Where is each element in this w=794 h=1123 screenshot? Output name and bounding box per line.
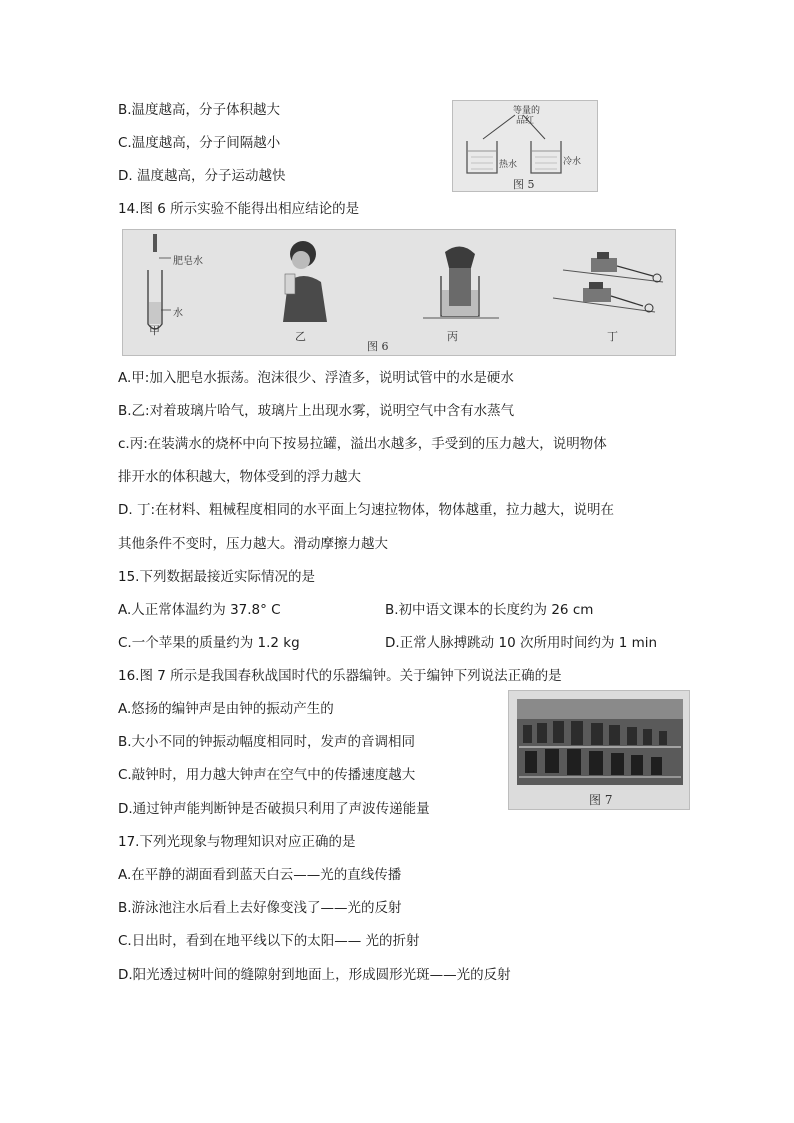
q16-option-a: A.悠扬的编钟声是由钟的振动产生的 xyxy=(118,701,334,717)
q16-option-b: B.大小不同的钟振动幅度相同时，发声的音调相同 xyxy=(118,734,416,750)
q14-option-d-line2: 其他条件不变时，压力越大。滑动摩擦力越大 xyxy=(118,536,388,552)
figure-5-label-2: 品红 xyxy=(516,116,535,126)
figure-6-soap-label: 肥皂水 xyxy=(173,256,203,267)
figure-6-panel-bing: 丙 xyxy=(447,330,458,343)
q16-stem: 16.图 7 所示是我国春秋战国时代的乐器编钟。关于编钟下列说法正确的是 xyxy=(118,668,562,684)
q17-option-a: A.在平静的湖面看到蓝天白云——光的直线传播 xyxy=(118,867,402,883)
q16-option-c: C.敲钟时，用力越大钟声在空气中的传播速度越大 xyxy=(118,767,416,783)
figure-6 xyxy=(122,229,676,356)
figure-5 xyxy=(452,100,598,192)
figure-5-hot-label: 热水 xyxy=(499,160,518,170)
figure-6-drawing xyxy=(123,230,676,356)
q15-option-d: D.正常人脉搏跳动 10 次所用时间约为 1 min xyxy=(385,635,658,651)
figure-6-water-label: 水 xyxy=(173,308,183,319)
q17-option-c: C.日出时，看到在地平线以下的太阳—— 光的折射 xyxy=(118,933,420,949)
figure-7-caption: 图 7 xyxy=(589,793,613,807)
figure-5-cold-label: 冷水 xyxy=(563,157,582,167)
q13-option-c: C.温度越高，分子间隔越小 xyxy=(118,135,281,151)
q17-option-d: D.阳光透过树叶间的缝隙射到地面上，形成圆形光斑——光的反射 xyxy=(118,967,511,983)
figure-6-panel-ding: 丁 xyxy=(607,330,618,343)
q14-option-d-line1: D. 丁:在材料、粗械程度相同的水平面上匀速拉物体，物体越重，拉力越大，说明在 xyxy=(118,502,615,518)
figure-5-label-1: 等量的 xyxy=(513,106,541,116)
q15-option-a: A.人正常体温约为 37.8° C xyxy=(118,602,281,618)
q14-option-c-line2: 排开水的体积越大，物体受到的浮力越大 xyxy=(118,469,361,485)
figure-7 xyxy=(508,690,690,810)
q14-stem: 14.图 6 所示实验不能得出相应结论的是 xyxy=(118,201,360,217)
q15-stem: 15.下列数据最接近实际情况的是 xyxy=(118,569,315,585)
q16-option-d: D.通过钟声能判断钟是否破损只利用了声波传递能量 xyxy=(118,801,430,817)
q13-option-b: B.温度越高，分子体积越大 xyxy=(118,102,281,118)
q15-option-c: C.一个苹果的质量约为 1.2 kg xyxy=(118,635,300,651)
q17-stem: 17.下列光现象与物理知识对应正确的是 xyxy=(118,834,356,850)
q17-option-b: B.游泳池注水后看上去好像变浅了——光的反射 xyxy=(118,900,402,916)
figure-6-caption: 图 6 xyxy=(367,340,389,353)
q14-option-a: A.甲:加入肥皂水振荡。泡沫很少、浮渣多，说明试管中的水是硬水 xyxy=(118,370,514,386)
figure-6-panel-yi: 乙 xyxy=(295,330,306,343)
q14-option-c-line1: c.丙:在装满水的烧杯中向下按易拉罐，溢出水越多，手受到的压力越大，说明物体 xyxy=(118,436,607,452)
figure-5-caption: 图 5 xyxy=(513,178,535,191)
q13-option-d: D. 温度越高，分子运动越快 xyxy=(118,168,286,184)
figure-6-panel-jia: 甲 xyxy=(149,324,160,337)
q14-option-b: B.乙:对着玻璃片哈气，玻璃片上出现水雾，说明空气中含有水蒸气 xyxy=(118,403,515,419)
q15-option-b: B.初中语文课本的长度约为 26 cm xyxy=(385,602,594,618)
